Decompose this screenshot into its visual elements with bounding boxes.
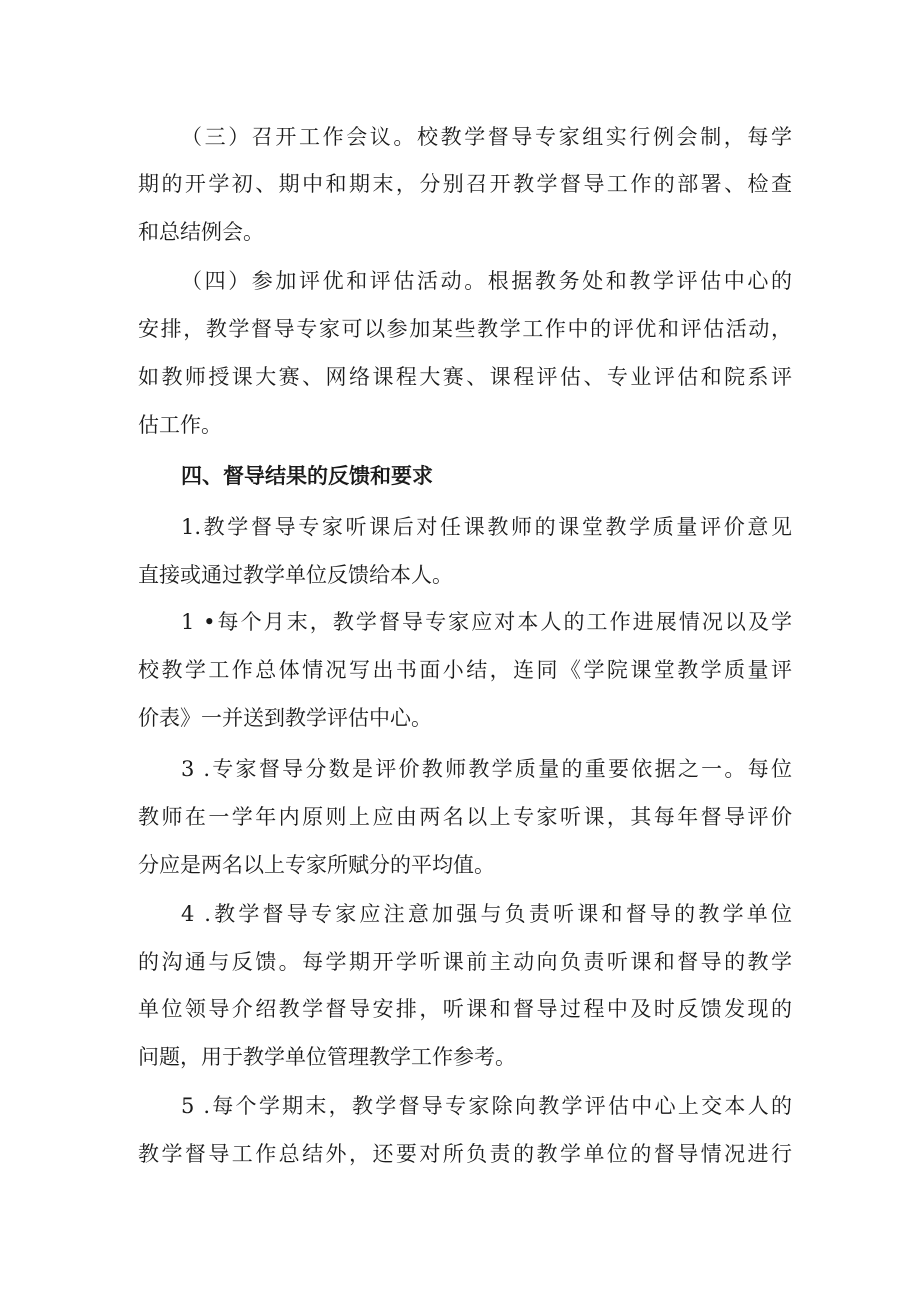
list-item-line: 教师在一学年内原则上应由两名以上专家听课，其每年督导评价 — [138, 805, 792, 829]
paragraph-line: 和总结例会。 — [138, 220, 264, 244]
list-item-line: 单位领导介绍教学督导安排，听课和督导过程中及时反馈发现的 — [138, 997, 792, 1021]
paragraph-line: 期的开学初、期中和期末，分别召开教学督导工作的部署、检查 — [138, 172, 792, 196]
section-heading: 四、督导结果的反馈和要求 — [181, 464, 433, 488]
list-item-line: 直接或通过教学单位反馈给本人。 — [138, 563, 453, 587]
list-item-line: 5 .每个学期末，教学督导专家除向教学评估中心上交本人的 — [181, 1094, 792, 1118]
paragraph-line: 如教师授课大赛、网络课程大赛、课程评估、专业评估和院系评 — [138, 365, 792, 389]
paragraph-line: （三）召开工作会议。校教学督导专家组实行例会制，每学 — [181, 125, 792, 149]
list-item-line: 校教学工作总体情况写出书面小结，连同《学院课堂教学质量评 — [138, 658, 792, 682]
paragraph-line: （四）参加评优和评估活动。根据教务处和教学评估中心的 — [181, 269, 792, 293]
list-item-line: 1 •每个月末，教学督导专家应对本人的工作进展情况以及学 — [181, 610, 792, 634]
list-item-line: 1.教学督导专家听课后对任课教师的课堂教学质量评价意见 — [181, 515, 792, 539]
list-item-line: 的沟通与反馈。每学期开学听课前主动向负责听课和督导的教学 — [138, 950, 792, 974]
paragraph-line: 安排，教学督导专家可以参加某些教学工作中的评优和评估活动， — [138, 317, 792, 341]
list-item-line: 教学督导工作总结外，还要对所负责的教学单位的督导情况进行 — [138, 1142, 792, 1166]
list-item-line: 3 .专家督导分数是评价教师教学质量的重要依据之一。每位 — [181, 757, 792, 781]
list-item-line: 价表》一并送到教学评估中心。 — [138, 706, 432, 730]
list-item-line: 问题，用于教学单位管理教学工作参考。 — [138, 1045, 516, 1069]
paragraph-line: 估工作。 — [138, 413, 222, 437]
list-item-line: 分应是两名以上专家所赋分的平均值。 — [138, 853, 495, 877]
list-item-line: 4 .教学督导专家应注意加强与负责听课和督导的教学单位 — [181, 902, 792, 926]
